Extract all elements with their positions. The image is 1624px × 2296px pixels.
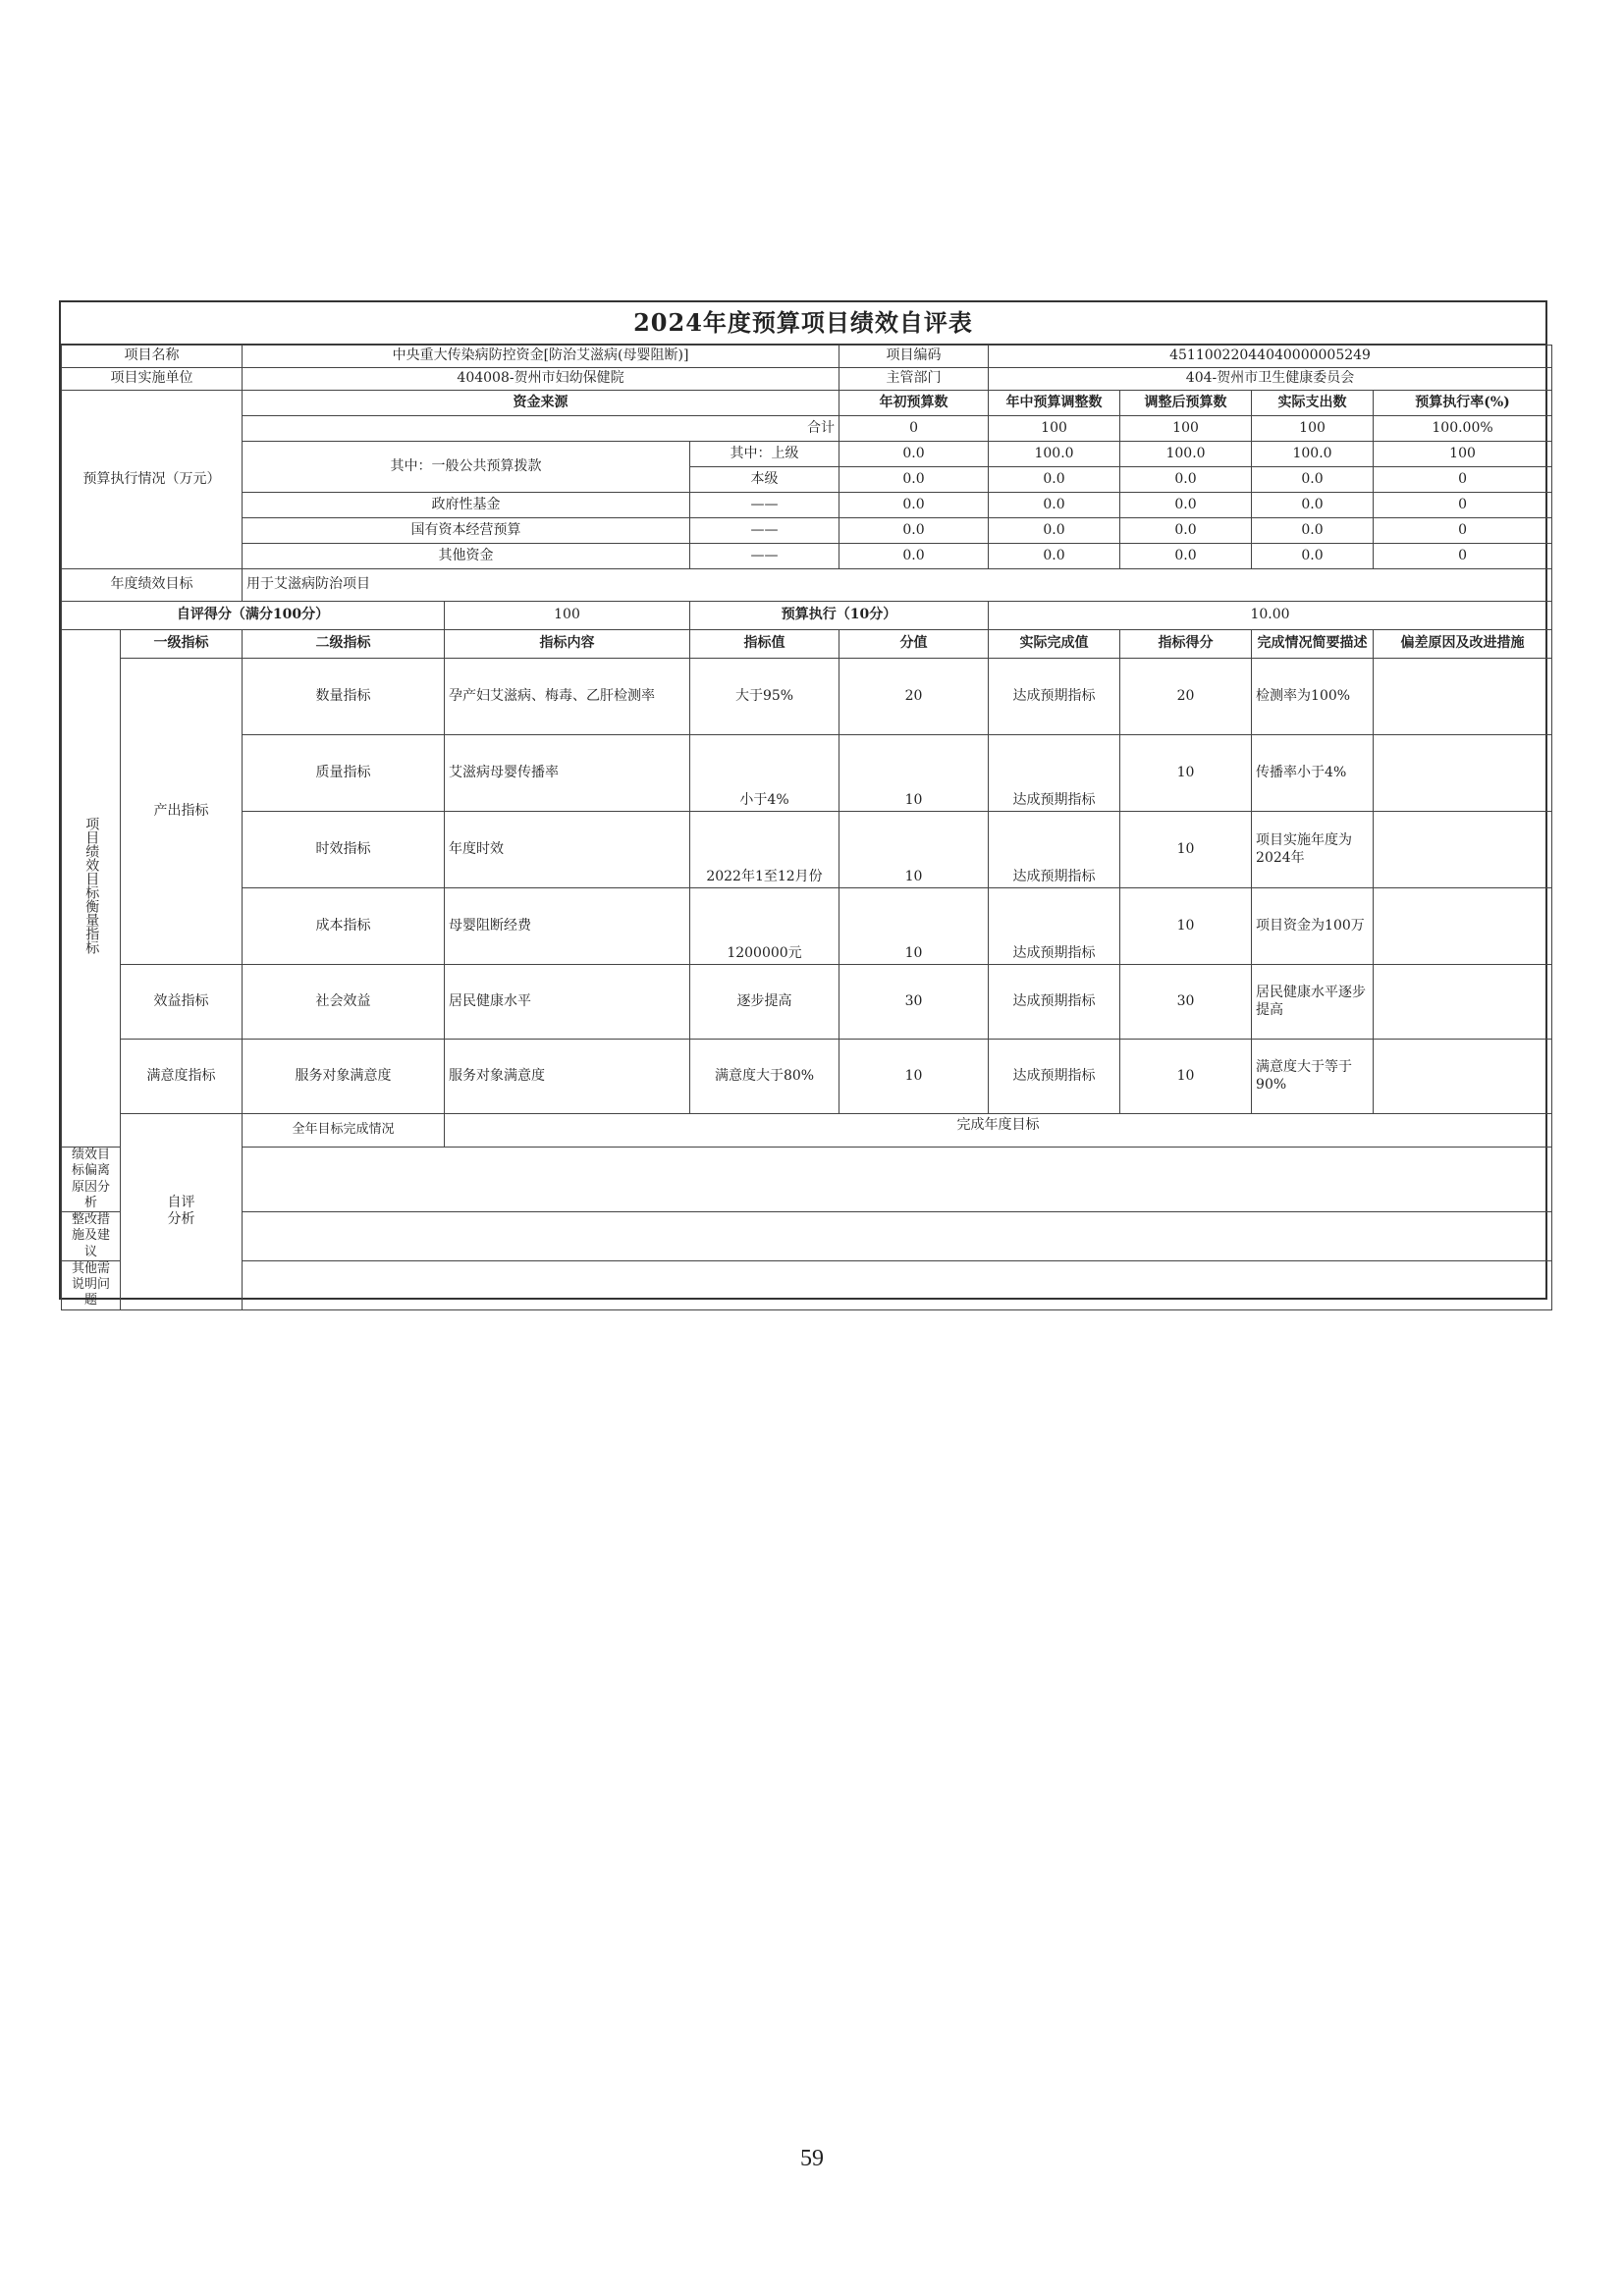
score-value: 100 xyxy=(445,602,690,630)
indicator-header-content: 指标内容 xyxy=(445,630,690,659)
score-label: 自评得分（满分100分） xyxy=(62,602,445,630)
budget-row-actual: 0.0 xyxy=(1252,493,1374,518)
indicator-row xyxy=(62,812,1552,888)
analysis-section-label: 自评分析 xyxy=(121,1114,243,1310)
indicator-actual: 达成预期指标 xyxy=(989,735,1120,812)
indicator-actual: 达成预期指标 xyxy=(989,888,1120,965)
goal-label: 年度绩效目标 xyxy=(62,569,243,602)
analysis-row-label: 整改措施及建议 xyxy=(62,1212,121,1261)
indicator-actual: 达成预期指标 xyxy=(989,965,1120,1040)
budget-row-mid: 0.0 xyxy=(989,518,1120,544)
budget-row-actual: 0.0 xyxy=(1252,467,1374,493)
budget-total-label: 合计 xyxy=(243,416,839,442)
budget-header-mid: 年中预算调整数 xyxy=(989,391,1120,416)
indicator-dev xyxy=(1374,965,1552,1040)
indicator-l2: 数量指标 xyxy=(243,659,445,735)
budget-row-label: 本级 xyxy=(690,467,839,493)
indicator-row xyxy=(62,1040,1552,1114)
indicator-header-value: 指标值 xyxy=(690,630,839,659)
analysis-row-label: 全年目标完成情况 xyxy=(243,1114,445,1148)
indicator-dev xyxy=(1374,812,1552,888)
project-name: 中央重大传染病防控资金[防治艾滋病(母婴阻断)] xyxy=(243,346,839,368)
budget-row-rate: 0 xyxy=(1374,493,1552,518)
budget-row-initial: 0.0 xyxy=(839,544,989,569)
indicator-header-dev: 偏差原因及改进措施 xyxy=(1374,630,1552,659)
indicator-header-score: 指标得分 xyxy=(1120,630,1252,659)
analysis-row-label: 绩效目标偏离原因分析 xyxy=(62,1148,121,1212)
indicator-header-l2: 二级指标 xyxy=(243,630,445,659)
indicator-weight: 20 xyxy=(839,659,989,735)
budget-header-rate: 预算执行率(%) xyxy=(1374,391,1552,416)
indicator-score: 10 xyxy=(1120,1040,1252,1114)
analysis-row-text xyxy=(243,1212,1552,1261)
indicator-score: 10 xyxy=(1120,735,1252,812)
budget-row-adjusted: 0.0 xyxy=(1120,467,1252,493)
project-name-label: 项目名称 xyxy=(62,346,243,368)
budget-row-dash: —— xyxy=(690,493,839,518)
indicator-header-l1: 一级指标 xyxy=(121,630,243,659)
budget-row-actual: 100.0 xyxy=(1252,442,1374,467)
output-indicator-label: 产出指标 xyxy=(121,659,243,965)
budget-row-mid: 100.0 xyxy=(989,442,1120,467)
indicator-section-label: 项目绩效目标衡量指标 xyxy=(62,630,121,1148)
indicator-actual: 达成预期指标 xyxy=(989,1040,1120,1114)
budget-row-initial: 0.0 xyxy=(839,442,989,467)
budget-section-label: 预算执行情况（万元） xyxy=(62,391,243,569)
indicator-header-actual: 实际完成值 xyxy=(989,630,1120,659)
indicator-actual: 达成预期指标 xyxy=(989,659,1120,735)
budget-row-actual: 0.0 xyxy=(1252,518,1374,544)
indicator-value: 2022年1至12月份 xyxy=(690,812,839,888)
indicator-content: 服务对象满意度 xyxy=(445,1040,690,1114)
indicator-weight: 10 xyxy=(839,812,989,888)
budget-row-label: 其他资金 xyxy=(243,544,690,569)
budget-row-adjusted: 0.0 xyxy=(1120,544,1252,569)
indicator-content: 母婴阻断经费 xyxy=(445,888,690,965)
indicator-row xyxy=(62,735,1552,812)
indicator-row xyxy=(62,888,1552,965)
budget-row-label: 政府性基金 xyxy=(243,493,690,518)
budget-total-initial: 0 xyxy=(839,416,989,442)
budget-header-actual: 实际支出数 xyxy=(1252,391,1374,416)
indicator-dev xyxy=(1374,888,1552,965)
budget-row-dash: —— xyxy=(690,518,839,544)
analysis-row-label: 其他需说明问题 xyxy=(62,1260,121,1309)
indicator-score: 20 xyxy=(1120,659,1252,735)
budget-row-adjusted: 0.0 xyxy=(1120,518,1252,544)
analysis-row-text: 完成年度目标 xyxy=(445,1114,1552,1148)
indicator-weight: 10 xyxy=(839,1040,989,1114)
analysis-row xyxy=(62,1148,1552,1212)
satisfaction-indicator-label: 满意度指标 xyxy=(121,1040,243,1114)
indicator-desc: 满意度大于等于90% xyxy=(1252,1040,1374,1114)
indicator-score: 10 xyxy=(1120,888,1252,965)
budget-row xyxy=(62,518,1552,544)
indicator-dev xyxy=(1374,735,1552,812)
indicator-value: 满意度大于80% xyxy=(690,1040,839,1114)
indicator-score: 30 xyxy=(1120,965,1252,1040)
budget-row xyxy=(62,442,1552,467)
exec-value: 10.00 xyxy=(989,602,1552,630)
indicator-l2: 质量指标 xyxy=(243,735,445,812)
indicator-content: 艾滋病母婴传播率 xyxy=(445,735,690,812)
budget-total-mid: 100 xyxy=(989,416,1120,442)
project-unit: 404008-贺州市妇幼保健院 xyxy=(243,368,839,391)
indicator-content: 年度时效 xyxy=(445,812,690,888)
project-code-label: 项目编码 xyxy=(839,346,989,368)
indicator-desc: 项目资金为100万 xyxy=(1252,888,1374,965)
indicator-dev xyxy=(1374,659,1552,735)
form-title: 2024年度预算项目绩效自评表 xyxy=(61,302,1545,345)
indicator-weight: 30 xyxy=(839,965,989,1040)
budget-total-actual: 100 xyxy=(1252,416,1374,442)
dept-name: 404-贺州市卫生健康委员会 xyxy=(989,368,1552,391)
indicator-desc: 检测率为100% xyxy=(1252,659,1374,735)
analysis-row-text xyxy=(243,1260,1552,1309)
indicator-row xyxy=(62,659,1552,735)
indicator-desc: 居民健康水平逐步提高 xyxy=(1252,965,1374,1040)
indicator-content: 孕产妇艾滋病、梅毒、乙肝检测率 xyxy=(445,659,690,735)
budget-row-mid: 0.0 xyxy=(989,544,1120,569)
budget-row-rate: 0 xyxy=(1374,467,1552,493)
indicator-score: 10 xyxy=(1120,812,1252,888)
budget-row-initial: 0.0 xyxy=(839,467,989,493)
indicator-value: 小于4% xyxy=(690,735,839,812)
budget-row-initial: 0.0 xyxy=(839,493,989,518)
indicator-l2: 时效指标 xyxy=(243,812,445,888)
evaluation-form xyxy=(59,300,1547,1308)
indicator-header-weight: 分值 xyxy=(839,630,989,659)
project-code: 45110022044040000005249 xyxy=(989,346,1552,368)
indicator-l2: 服务对象满意度 xyxy=(243,1040,445,1114)
indicator-dev xyxy=(1374,1040,1552,1114)
indicator-value: 大于95% xyxy=(690,659,839,735)
indicator-row xyxy=(62,965,1552,1040)
budget-row-mid: 0.0 xyxy=(989,493,1120,518)
budget-header-source: 资金来源 xyxy=(243,391,839,416)
exec-label: 预算执行（10分） xyxy=(690,602,989,630)
budget-row-label: 国有资本经营预算 xyxy=(243,518,690,544)
indicator-desc: 项目实施年度为2024年 xyxy=(1252,812,1374,888)
budget-row-rate: 100 xyxy=(1374,442,1552,467)
dept-label: 主管部门 xyxy=(839,368,989,391)
goal-text: 用于艾滋病防治项目 xyxy=(243,569,1552,602)
indicator-content: 居民健康水平 xyxy=(445,965,690,1040)
budget-row-rate: 0 xyxy=(1374,518,1552,544)
indicator-header-desc: 完成情况简要描述 xyxy=(1252,630,1374,659)
analysis-row-text xyxy=(243,1148,1552,1212)
budget-row-actual: 0.0 xyxy=(1252,544,1374,569)
indicator-desc: 传播率小于4% xyxy=(1252,735,1374,812)
budget-row-dash: —— xyxy=(690,544,839,569)
budget-row-adjusted: 0.0 xyxy=(1120,493,1252,518)
budget-row-label: 其中：上级 xyxy=(690,442,839,467)
budget-row-adjusted: 100.0 xyxy=(1120,442,1252,467)
analysis-row xyxy=(62,1114,1552,1148)
indicator-actual: 达成预期指标 xyxy=(989,812,1120,888)
analysis-row xyxy=(62,1260,1552,1309)
budget-header-initial: 年初预算数 xyxy=(839,391,989,416)
budget-row xyxy=(62,544,1552,569)
benefit-indicator-label: 效益指标 xyxy=(121,965,243,1040)
budget-total-adjusted: 100 xyxy=(1120,416,1252,442)
general-budget-label: 其中：一般公共预算拨款 xyxy=(243,442,690,493)
analysis-row xyxy=(62,1212,1552,1261)
evaluation-table xyxy=(61,345,1552,1310)
budget-total-row xyxy=(62,416,1552,442)
indicator-weight: 10 xyxy=(839,735,989,812)
budget-row-initial: 0.0 xyxy=(839,518,989,544)
budget-row-rate: 0 xyxy=(1374,544,1552,569)
budget-row-mid: 0.0 xyxy=(989,467,1120,493)
budget-row xyxy=(62,493,1552,518)
project-unit-label: 项目实施单位 xyxy=(62,368,243,391)
indicator-value: 1200000元 xyxy=(690,888,839,965)
budget-total-rate: 100.00% xyxy=(1374,416,1552,442)
page-number: 59 xyxy=(800,2146,824,2171)
indicator-value: 逐步提高 xyxy=(690,965,839,1040)
budget-header-adjusted: 调整后预算数 xyxy=(1120,391,1252,416)
indicator-weight: 10 xyxy=(839,888,989,965)
indicator-l2: 成本指标 xyxy=(243,888,445,965)
indicator-l2: 社会效益 xyxy=(243,965,445,1040)
